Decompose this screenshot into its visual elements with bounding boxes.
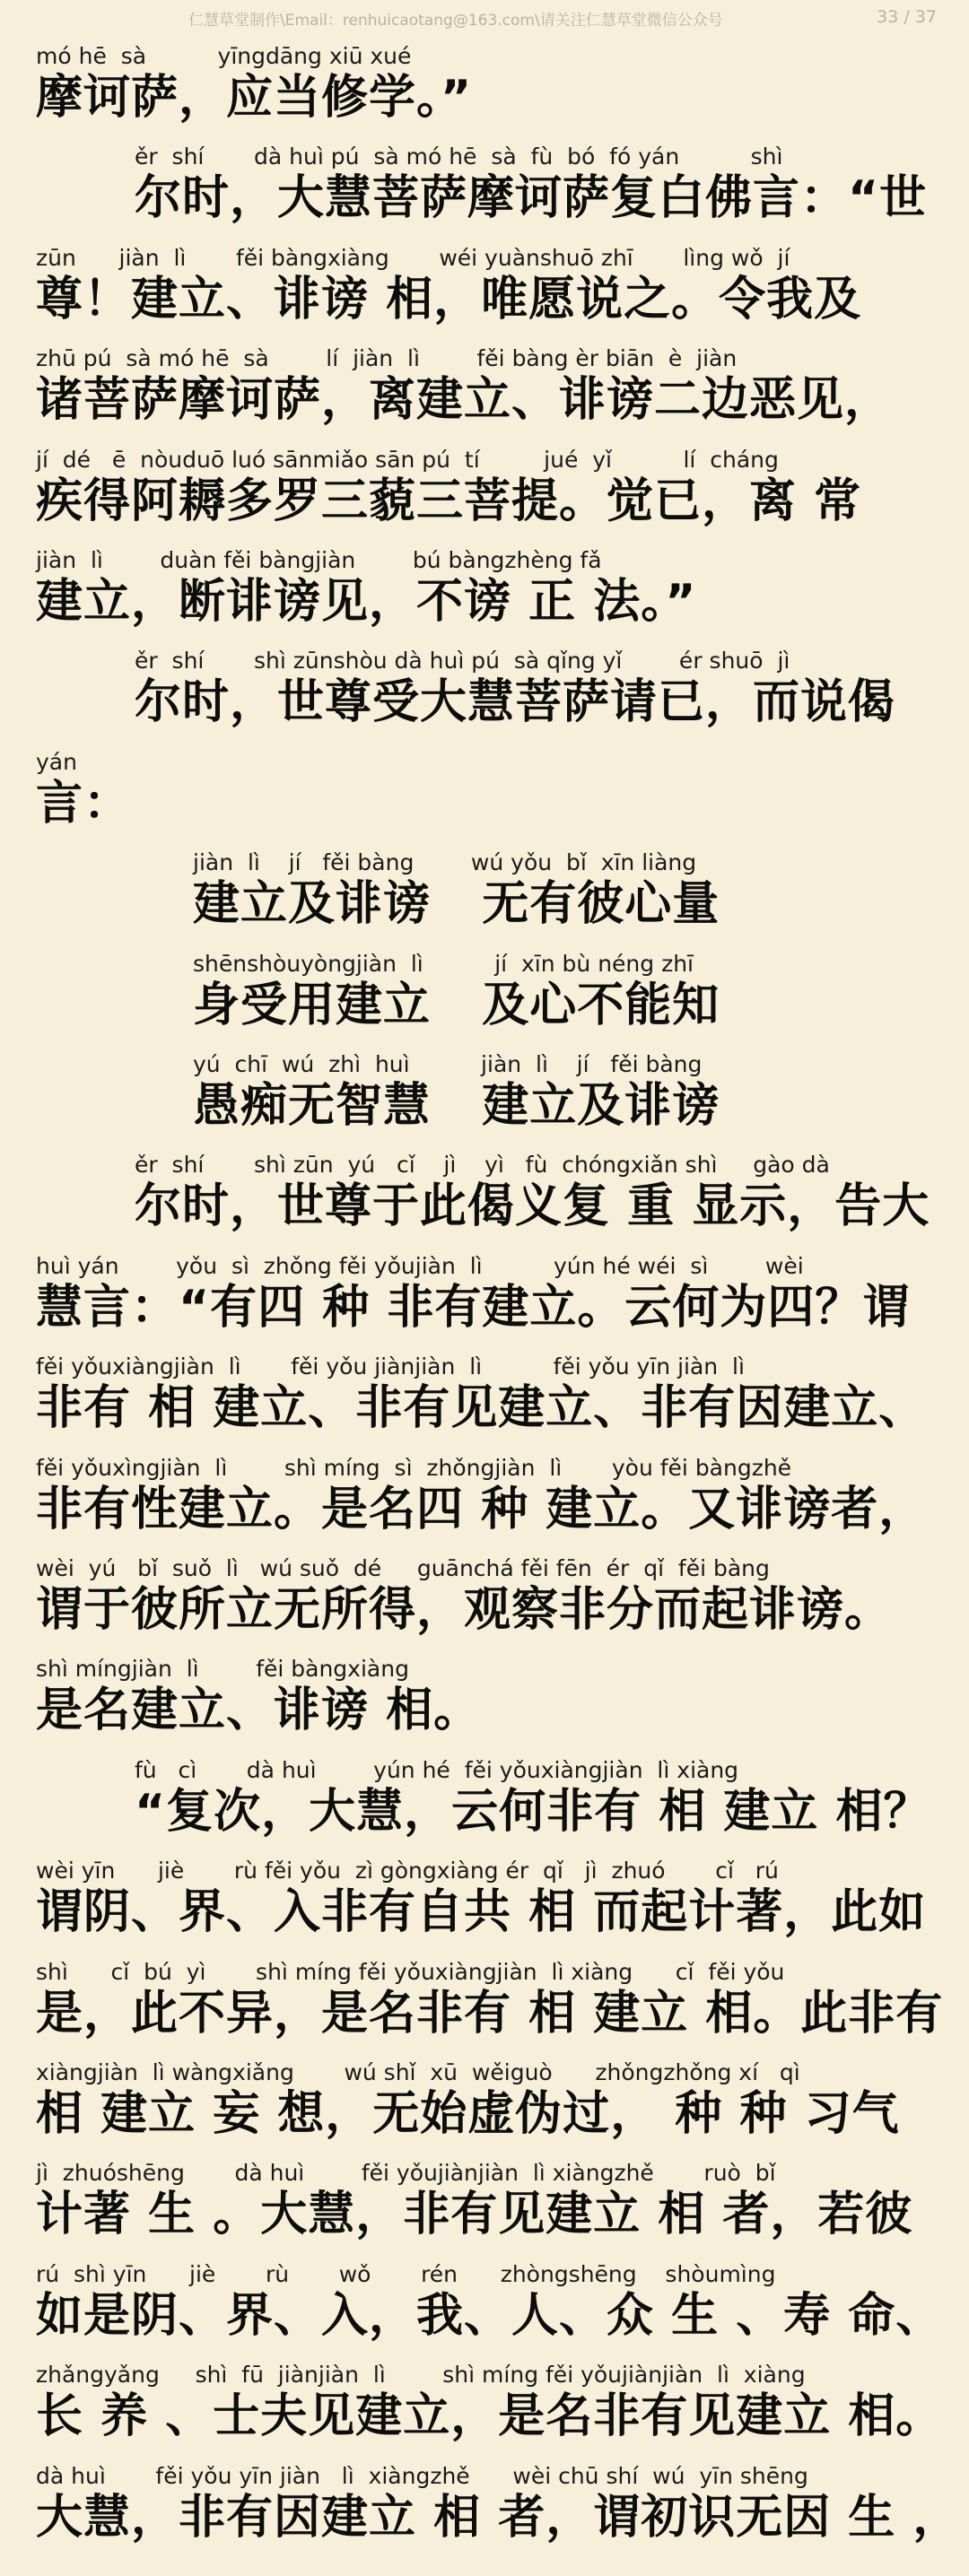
pinyin-annotation: yán xyxy=(36,749,77,775)
chinese-text: 尔时，世尊受大慧菩萨请已，而说偈 xyxy=(135,675,896,729)
text-line xyxy=(36,1959,943,2041)
pinyin-annotation: shì míngjiàn lì fěi bàngxiàng xyxy=(36,1656,409,1682)
text-line xyxy=(36,1152,930,1234)
text-line xyxy=(36,2160,912,2242)
text-line xyxy=(36,245,861,327)
text-line xyxy=(36,648,895,730)
chinese-text: 是名建立、诽谤 相。 xyxy=(36,1684,482,1737)
pinyin-annotation: zūn jiàn lì fěi bàngxiàng wéi yuànshuō zhī lìng wǒ jí xyxy=(36,245,790,271)
chinese-text: 相 建立 妄 想，无始虚伪过， 种 种 习气 xyxy=(36,2087,900,2141)
pinyin-annotation: xiàngjiàn lì wàngxiǎng wú shǐ xū wěiguò zhǒngzhǒng xí qì xyxy=(36,2059,800,2085)
pinyin-annotation: mó hē sà yīngdāng xiū xué xyxy=(36,43,412,69)
pinyin-annotation: fěi yǒuxìngjiàn lì shì míng sì zhǒngjiàn lì yòu fěi bàngzhě xyxy=(36,1455,792,1481)
text-line xyxy=(36,43,472,126)
chinese-text: 谓于彼所立无所得，观察非分而起诽谤。 xyxy=(36,1583,893,1637)
text-line xyxy=(36,2362,943,2444)
chinese-text: 建立及诽谤 无有彼心量 xyxy=(193,877,720,931)
text-line xyxy=(36,345,892,428)
pinyin-annotation: jì zhuóshēng dà huì fěi yǒujiànjiàn lì xiàngzhě ruò bǐ xyxy=(36,2160,776,2186)
chinese-text: 如是阴、界、入，我、人、众 生 、寿 命、 xyxy=(36,2289,944,2343)
chinese-text: 言： xyxy=(36,777,132,831)
chinese-text: 非有性建立。是名四 种 建立。又诽谤者， xyxy=(36,1483,927,1536)
pinyin-annotation: jiàn lì jí fěi bàng wú yǒu bǐ xīn liàng xyxy=(193,849,697,875)
pinyin-annotation: ěr shí shì zūn yú cǐ jì yì fù chóngxiǎn shì gào dà xyxy=(135,1152,830,1178)
chinese-text: 非有 相 建立、非有见建立、非有因建立、 xyxy=(36,1381,927,1435)
text-line xyxy=(36,2059,900,2142)
pinyin-annotation: ěr shí dà huì pú sà mó hē sà fù bó fó yán shì xyxy=(135,144,783,170)
pinyin-annotation: fěi yǒuxiàngjiàn lì fěi yǒu jiànjiàn lì fěi yǒu yīn jiàn lì xyxy=(36,1353,745,1379)
text-line xyxy=(36,1757,931,1840)
page-number: 33 / 37 xyxy=(877,7,937,27)
text-line xyxy=(36,1555,892,1638)
pinyin-annotation: rú shì yīn jiè rù wǒ rén zhòngshēng shòumìng xyxy=(36,2261,776,2287)
chinese-text: 大慧，非有因建立 相 者，谓初识无因 生 ， xyxy=(36,2491,961,2545)
header-watermark-text: 仁慧草堂制作\Email：renhuicaotang@163.com\请关注仁慧草堂微信公众号 xyxy=(188,12,723,30)
text-line xyxy=(36,749,131,831)
text-line xyxy=(36,951,720,1033)
text-line xyxy=(36,547,696,630)
pinyin-annotation: wèi yú bǐ suǒ lì wú suǒ dé guānchá fěi fēn ér qǐ fěi bàng xyxy=(36,1555,770,1581)
text-line xyxy=(36,1353,926,1436)
chinese-text: 长 养 、士夫见建立，是名非有见建立 相。 xyxy=(36,2389,944,2443)
pinyin-annotation: jí dé ē nòuduō luó sānmiǎo sān pú tí jué yǐ lí cháng xyxy=(36,447,779,473)
chinese-text: 尔时，大慧菩萨摩诃萨复白佛言：“世 xyxy=(135,171,928,225)
pinyin-annotation: shì cǐ bú yì shì míng fěi yǒuxiàngjiàn lì xiàng cǐ fěi yǒu xyxy=(36,1959,785,1985)
text-line xyxy=(36,1656,481,1738)
chinese-text: 疾得阿耨多罗三藐三菩提。觉已，离 常 xyxy=(36,474,862,528)
pinyin-annotation: dà huì fěi yǒu yīn jiàn lì xiàngzhě wèi chū shí wú yīn shēng xyxy=(36,2463,808,2489)
chinese-text: “复次，大慧，云何非有 相 建立 相？ xyxy=(135,1785,931,1839)
text-line xyxy=(36,2463,960,2546)
text-line xyxy=(36,1858,926,1940)
text-line xyxy=(36,144,927,226)
chinese-text: 身受用建立 及心不能知 xyxy=(193,979,720,1032)
text-line xyxy=(36,2261,943,2344)
chinese-text: 计著 生 。大慧，非有见建立 相 者，若彼 xyxy=(36,2188,913,2241)
text-line xyxy=(36,1051,720,1134)
pinyin-annotation: jiàn lì duàn fěi bàngjiàn bú bàngzhèng fǎ xyxy=(36,547,602,573)
chinese-text: 慧言：“有四 种 非有建立。云何为四？谓 xyxy=(36,1281,911,1335)
pinyin-annotation: ěr shí shì zūnshòu dà huì pú sà qǐng yǐ ér shuō jì xyxy=(135,648,790,674)
chinese-text: 摩诃萨，应当修学。” xyxy=(36,71,473,125)
text-line xyxy=(36,849,720,932)
pinyin-annotation: wèi yīn jiè rù fěi yǒu zì gòngxiàng ér qǐ jì zhuó cǐ rú xyxy=(36,1858,779,1884)
chinese-text: 诸菩萨摩诃萨，离建立、诽谤二边恶见， xyxy=(36,373,893,427)
pinyin-annotation: shēnshòuyòngjiàn lì jí xīn bù néng zhī xyxy=(193,951,694,977)
chinese-text: 愚痴无智慧 建立及诽谤 xyxy=(193,1079,720,1133)
pinyin-annotation: zhū pú sà mó hē sà lí jiàn lì fěi bàng èr biān è jiàn xyxy=(36,345,738,371)
pinyin-annotation: zhǎngyǎng shì fū jiànjiàn lì shì míng fěi yǒujiànjiàn lì xiàng xyxy=(36,2362,806,2388)
chinese-text: 尔时，世尊于此偈义复 重 显示，告大 xyxy=(135,1179,930,1233)
chinese-text: 是，此不异，是名非有 相 建立 相。此非有 xyxy=(36,1987,944,2041)
chinese-text: 建立，断诽谤见，不谤 正 法。” xyxy=(36,575,697,629)
text-line xyxy=(36,1455,926,1537)
pinyin-annotation: yú chī wú zhì huì jiàn lì jí fěi bàng xyxy=(193,1051,703,1077)
pinyin-annotation: huì yán yǒu sì zhǒng fěi yǒujiàn lì yún hé wéi sì wèi xyxy=(36,1253,804,1279)
text-line xyxy=(36,1253,910,1336)
chinese-text: 谓阴、界、入非有自共 相 而起计著，此如 xyxy=(36,1885,927,1939)
chinese-text: 尊！建立、诽谤 相，唯愿说之。令我及 xyxy=(36,273,862,326)
text-line xyxy=(36,447,861,529)
pinyin-annotation: fù cì dà huì yún hé fěi yǒuxiàngjiàn lì xiàng xyxy=(135,1757,739,1783)
